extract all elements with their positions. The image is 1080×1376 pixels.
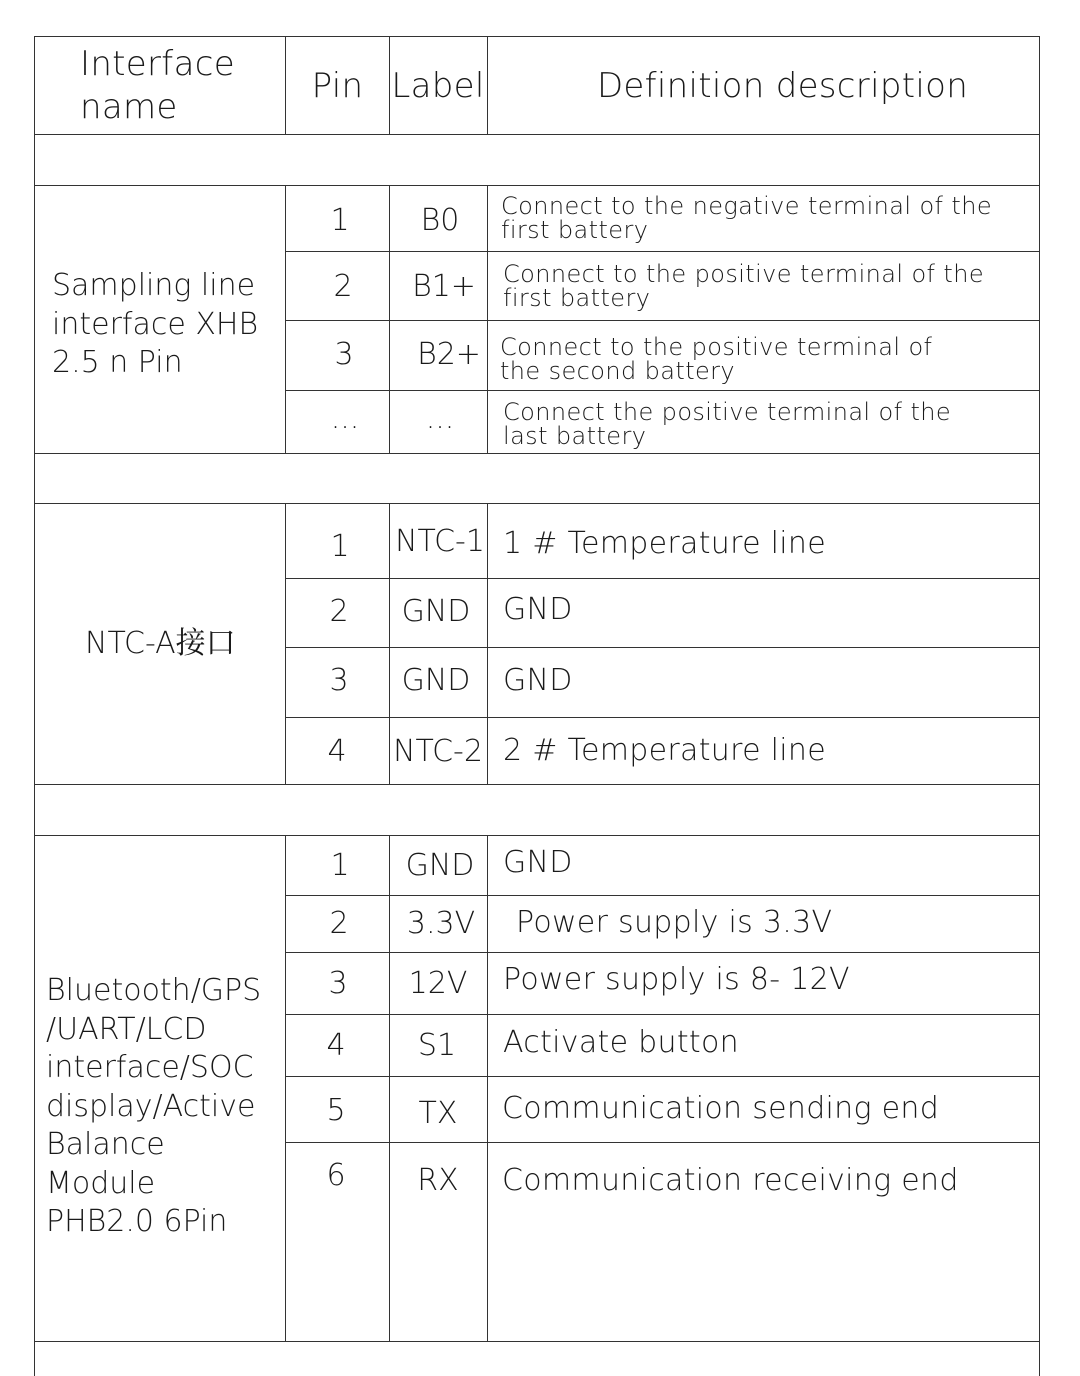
pin-label: GND: [401, 662, 471, 698]
pin-label: ...: [425, 400, 455, 436]
pin-label: B1+: [412, 268, 476, 304]
row-divider: [285, 1076, 1040, 1077]
row-divider: [34, 134, 1040, 135]
row-divider: [34, 185, 1040, 186]
pin-label: NTC-2: [393, 733, 483, 769]
row-divider: [285, 251, 1040, 252]
pin-number: 3: [328, 965, 348, 1001]
pin-description: GND: [503, 591, 573, 627]
pin-number: 1: [330, 528, 350, 564]
column-divider: [389, 835, 390, 1342]
interface-name-ntc-a: NTC-A接口: [85, 625, 236, 661]
row-divider: [285, 647, 1040, 648]
pin-number: 1: [330, 202, 350, 238]
pin-description: 1 # Temperature line: [503, 525, 827, 561]
pin-number: 4: [327, 733, 347, 769]
pin-label: S1: [417, 1027, 457, 1063]
row-divider: [34, 503, 1040, 504]
pin-number: 3: [329, 662, 349, 698]
header-pin: Pin: [311, 66, 364, 106]
row-divider: [285, 1142, 1040, 1143]
pin-description: GND: [503, 662, 573, 698]
pin-label: GND: [401, 593, 471, 629]
column-divider: [285, 503, 286, 785]
pin-description: Activate button: [503, 1024, 739, 1060]
pin-number: 4: [326, 1027, 346, 1063]
row-divider: [285, 717, 1040, 718]
pin-number: 2: [329, 593, 349, 629]
pin-description: Connect the positive terminal of the last battery: [503, 398, 952, 450]
header-interface-name: Interface name: [80, 44, 235, 127]
header-definition: Definition description: [596, 66, 969, 106]
pin-description: Connect to the negative terminal of the first battery: [501, 192, 992, 244]
pin-description: Communication receiving end: [502, 1162, 959, 1198]
pin-label: NTC-1: [395, 523, 485, 559]
pin-description: Power supply is 8- 12V: [503, 961, 850, 997]
pin-label: RX: [417, 1162, 459, 1198]
pin-number: 2: [333, 268, 353, 304]
pin-label: B2+: [417, 336, 481, 372]
column-divider: [285, 835, 286, 1342]
pin-description: Power supply is 3.3V: [516, 904, 833, 940]
row-divider: [34, 1341, 1040, 1342]
pin-label: TX: [418, 1095, 458, 1131]
header-label: Label: [391, 66, 485, 106]
pin-description: 2 # Temperature line: [503, 732, 827, 768]
pin-description: GND: [503, 844, 573, 880]
pin-label: GND: [405, 847, 475, 883]
row-divider: [285, 1014, 1040, 1015]
column-divider: [487, 36, 488, 135]
row-divider: [34, 784, 1040, 785]
interface-name-bluetooth-gps: Bluetooth/GPS /UART/LCD interface/SOC display/Active Balance Module PHB2.0 6Pin: [46, 973, 262, 1240]
pin-description: Connect to the positive terminal of the second battery: [500, 333, 933, 385]
pin-label: 3.3V: [406, 905, 476, 941]
pin-number: 5: [326, 1092, 346, 1128]
row-divider: [285, 895, 1040, 896]
pin-description: Communication sending end: [502, 1090, 940, 1126]
pin-number: ...: [330, 400, 360, 436]
row-divider: [285, 390, 1040, 391]
row-divider: [285, 952, 1040, 953]
pin-number: 1: [330, 847, 350, 883]
interface-name-sampling-line: Sampling line interface XHB 2.5 n Pin: [52, 268, 259, 381]
row-divider: [285, 320, 1040, 321]
pin-number: 2: [329, 905, 349, 941]
pin-number: 3: [334, 336, 354, 372]
pin-label: B0: [420, 202, 460, 238]
pin-number: 6: [326, 1157, 346, 1193]
pin-description: Connect to the positive terminal of the first battery: [503, 260, 984, 312]
pin-label: 12V: [408, 965, 468, 1001]
column-divider: [285, 185, 286, 454]
row-divider: [285, 578, 1040, 579]
row-divider: [34, 835, 1040, 836]
